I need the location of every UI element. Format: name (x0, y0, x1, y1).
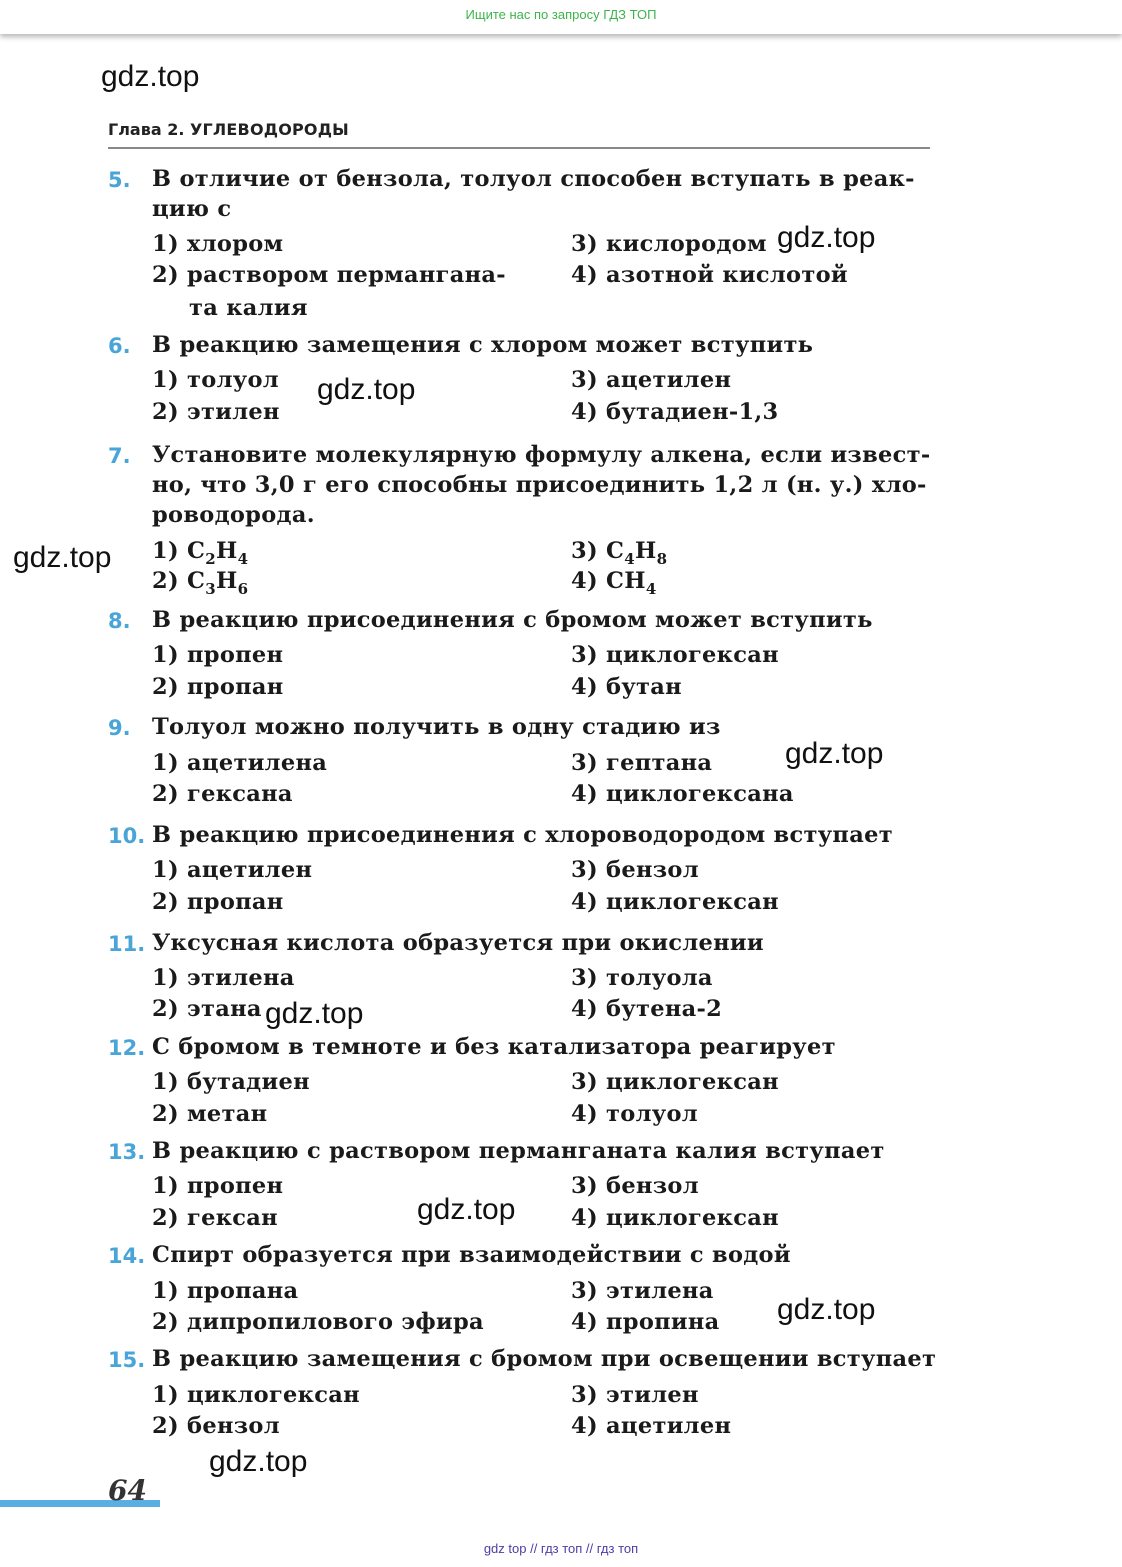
answer-option: 2) метан (152, 1101, 268, 1127)
watermark: gdz.top (417, 1193, 516, 1226)
answer-option: 1) толуол (152, 367, 279, 393)
answer-option: 2) этилен (152, 399, 280, 425)
answer-option: 4) толуол (571, 1101, 698, 1127)
answer-option: 1) циклогексан (152, 1382, 360, 1408)
question-number: 6. (108, 334, 131, 358)
question-text: Спирт образуется при взаимодействии с водой (152, 1242, 791, 1268)
question-number: 15. (108, 1348, 146, 1372)
answer-option: 2) этана (152, 996, 262, 1022)
answer-option: 3) гептана (571, 750, 713, 776)
question-number: 10. (108, 824, 146, 848)
answer-option: 2) дипропилового эфира (152, 1309, 484, 1335)
answer-option: 3) толуола (571, 965, 713, 991)
answer-option: 4) циклогексан (571, 1205, 779, 1231)
question-number: 9. (108, 716, 131, 740)
watermark: gdz.top (317, 373, 416, 406)
answer-option: 2) гексан (152, 1205, 278, 1231)
top-banner-text: Ищите нас по запросу ГДЗ ТОП (465, 7, 657, 22)
answer-option: 1) пропен (152, 1173, 284, 1199)
answer-option: 2) пропан (152, 889, 284, 915)
question-number: 14. (108, 1244, 146, 1268)
watermark: gdz.top (209, 1445, 308, 1478)
answer-option: 3) циклогексан (571, 642, 779, 668)
answer-option: 4) азотной кислотой (571, 262, 848, 288)
question-text: Толуол можно получить в одну стадию из (152, 714, 721, 740)
answer-option: 1) хлором (152, 231, 284, 257)
question-text: С бромом в темноте и без катализатора реагирует (152, 1034, 836, 1060)
question-text: но, что 3,0 г его способны присоединить 1,2 л (н. у.) хло- (152, 472, 927, 498)
question-text: Уксусная кислота образуется при окислении (152, 930, 764, 956)
watermark: gdz.top (785, 737, 884, 770)
question-number: 11. (108, 932, 146, 956)
question-number: 13. (108, 1140, 146, 1164)
answer-option: 3) бензол (571, 857, 699, 883)
footer-links[interactable]: gdz top // гдз топ // гдз топ (483, 1541, 639, 1556)
answer-option: 4) бутена-2 (571, 996, 723, 1022)
question-text: В отличие от бензола, толуол способен вступать в реак- (152, 166, 915, 192)
question-text: В реакцию присоединения с бромом может вступить (152, 607, 873, 633)
answer-option: 3) кислородом (571, 231, 767, 257)
answer-option: 2) бензол (152, 1413, 280, 1439)
answer-option: 1) ацетилен (152, 857, 313, 883)
question-number: 12. (108, 1036, 146, 1060)
answer-option: 3) этилен (571, 1382, 699, 1408)
question-text: В реакцию замещения с хлором может вступить (152, 332, 814, 358)
answer-option: 1) пропен (152, 642, 284, 668)
question-number: 7. (108, 444, 131, 468)
answer-option: 4) пропина (571, 1309, 720, 1335)
question-text: Установите молекулярную формулу алкена, если извест- (152, 442, 931, 468)
chapter-title: УГЛЕВОДОРОДЫ (190, 120, 349, 139)
watermark: gdz.top (265, 997, 364, 1030)
question-text: В реакцию замещения с бромом при освещении вступает (152, 1346, 937, 1372)
answer-option: 4) бутадиен-1,3 (571, 399, 779, 425)
header-divider (108, 147, 930, 149)
question-text: В реакцию с раствором перманганата калия вступает (152, 1138, 885, 1164)
answer-option: 3) этилена (571, 1278, 714, 1304)
watermark: gdz.top (777, 1293, 876, 1326)
formula-option: 2) $C_3H_6$ (152, 568, 249, 598)
formula-option: 4) $CH_4$ (571, 568, 657, 598)
question-text: В реакцию присоединения с хлороводородом вступает (152, 822, 893, 848)
question-text: цию с (152, 196, 232, 222)
watermark: gdz.top (101, 60, 200, 93)
answer-option: 2) пропан (152, 674, 284, 700)
answer-option: 4) ацетилен (571, 1413, 732, 1439)
chapter-label: Глава 2. (108, 120, 185, 139)
question-number: 5. (108, 168, 131, 192)
answer-option: 4) циклогексан (571, 889, 779, 915)
answer-option: 3) ацетилен (571, 367, 732, 393)
answer-option: 1) этилена (152, 965, 295, 991)
question-text: роводорода. (152, 502, 315, 528)
answer-option: 2) гексана (152, 781, 293, 807)
formula-option: 3) $C_4H_8$ (571, 538, 668, 568)
page-number: 64 (108, 1474, 147, 1507)
answer-option: 4) циклогексана (571, 781, 794, 807)
answer-option: 3) циклогексан (571, 1069, 779, 1095)
answer-option: 2) раствором пермангана- (152, 262, 506, 288)
formula-option: 1) $C_2H_4$ (152, 538, 249, 568)
answer-option: 4) бутан (571, 674, 682, 700)
chapter-header (108, 120, 349, 139)
answer-option: 1) бутадиен (152, 1069, 310, 1095)
answer-option: 3) бензол (571, 1173, 699, 1199)
answer-option: 1) пропана (152, 1278, 299, 1304)
answer-option: та калия (189, 295, 308, 321)
answer-option: 1) ацетилена (152, 750, 328, 776)
top-banner (0, 0, 1122, 34)
watermark: gdz.top (13, 541, 112, 574)
question-number: 8. (108, 609, 131, 633)
watermark: gdz.top (777, 221, 876, 254)
